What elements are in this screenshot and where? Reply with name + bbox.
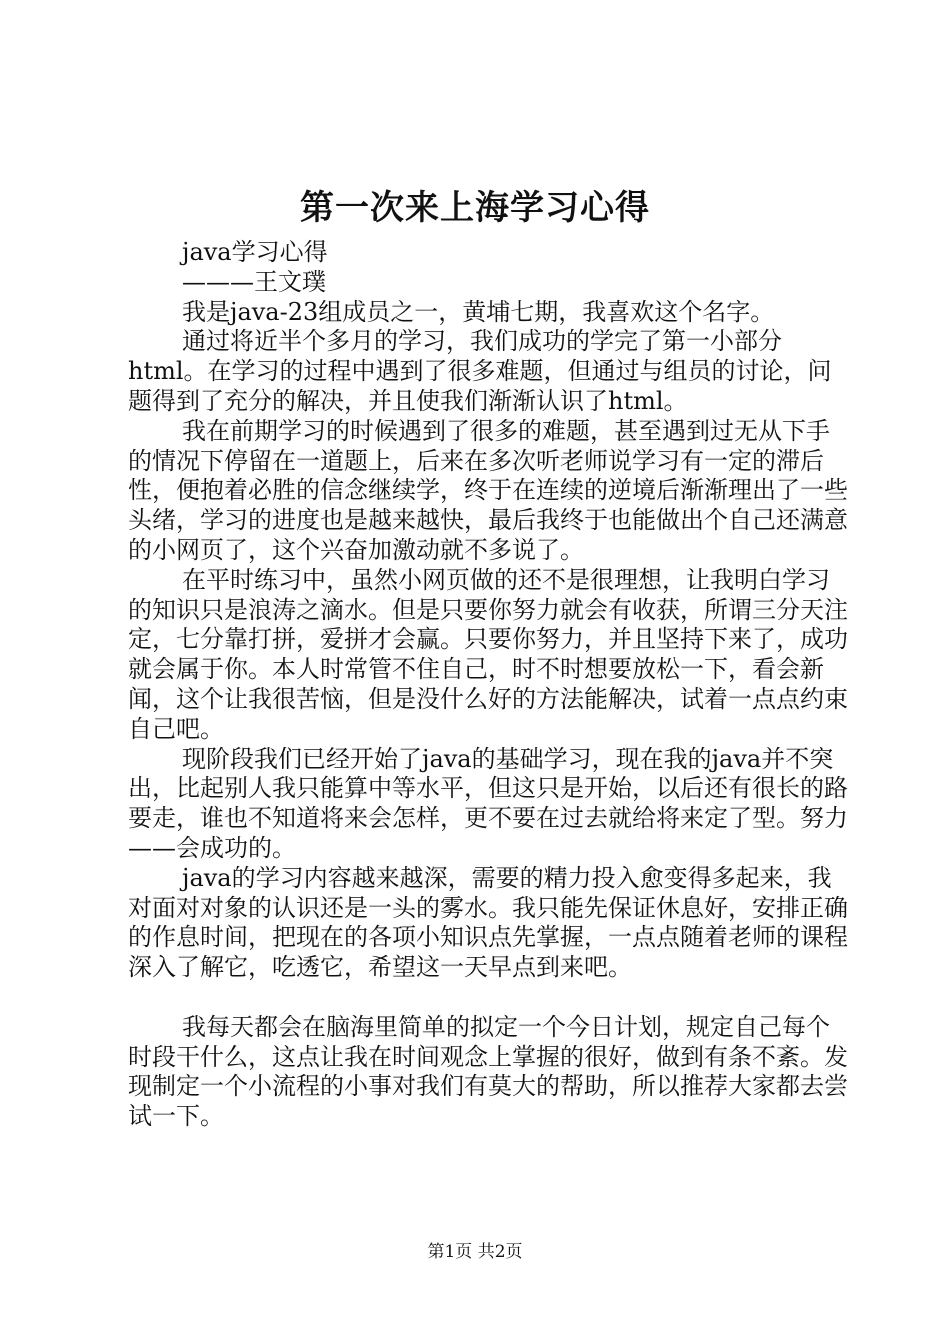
paragraph: 现阶段我们已经开始了java的基础学习，现在我的java并不突出，比起别人我只能算中等水平，但这只是开始，以后还有很长的路要走，谁也不知道将来会怎样，更不要在过去就给将来定了型。努力——会成功的。: [128, 744, 848, 862]
paragraph: 通过将近半个多月的学习，我们成功的学完了第一小部分html。在学习的过程中遇到了很多难题，但通过与组员的讨论，问题得到了充分的解决，并且使我们渐渐认识了html。: [128, 327, 832, 415]
paragraph-subtitle: java学习心得: [182, 238, 328, 266]
paragraph: 在平时练习中，虽然小网页做的还不是很理想，让我明白学习的知识只是浪涛之滴水。但是只要你努力就会有收获，所谓三分天注定，七分靠打拼，爱拼才会赢。只要你努力，并且坚持下来了，成功就会属于你。本人时常管不住自己，时不时想要放松一下，看会新闻，这个让我很苦恼，但是没什么好的方法能解决，试着一点点约束自己吧。: [128, 565, 848, 743]
paragraph-author: ———王文璞: [182, 267, 326, 296]
document-body: [128, 238, 850, 1132]
paragraph: 我每天都会在脑海里简单的拟定一个今日计划，规定自己每个时段干什么，这点让我在时间观念上掌握的很好，做到有条不紊。发现制定一个小流程的小事对我们有莫大的帮助，所以推荐大家都去尝试一下。: [128, 1012, 848, 1131]
document-title: 第一次来上海学习心得: [300, 188, 650, 228]
paragraph: 我是java-23组成员之一，黄埔七期，我喜欢这个名字。: [182, 297, 775, 326]
paragraph: 我在前期学习的时候遇到了很多的难题，甚至遇到过无从下手的情况下停留在一道题上，后来在多次听老师说学习有一定的滞后性，便抱着必胜的信念继续学，终于在连续的逆境后渐渐理出了一些头绪，学习的进度也是越来越快，最后我终于也能做出个自己还满意的小网页了，这个兴奋加激动就不多说了。: [128, 416, 848, 564]
paragraph: java的学习内容越来越深，需要的精力投入愈变得多起来，我对面对对象的认识还是一头的雾水。我只能先保证休息好，安排正确的作息时间，把现在的各项小知识点先掌握，一点点随着老师的课程深入了解它，吃透它，希望这一天早点到来吧。: [128, 863, 848, 982]
page-number: 第1页 共2页: [427, 1242, 523, 1262]
